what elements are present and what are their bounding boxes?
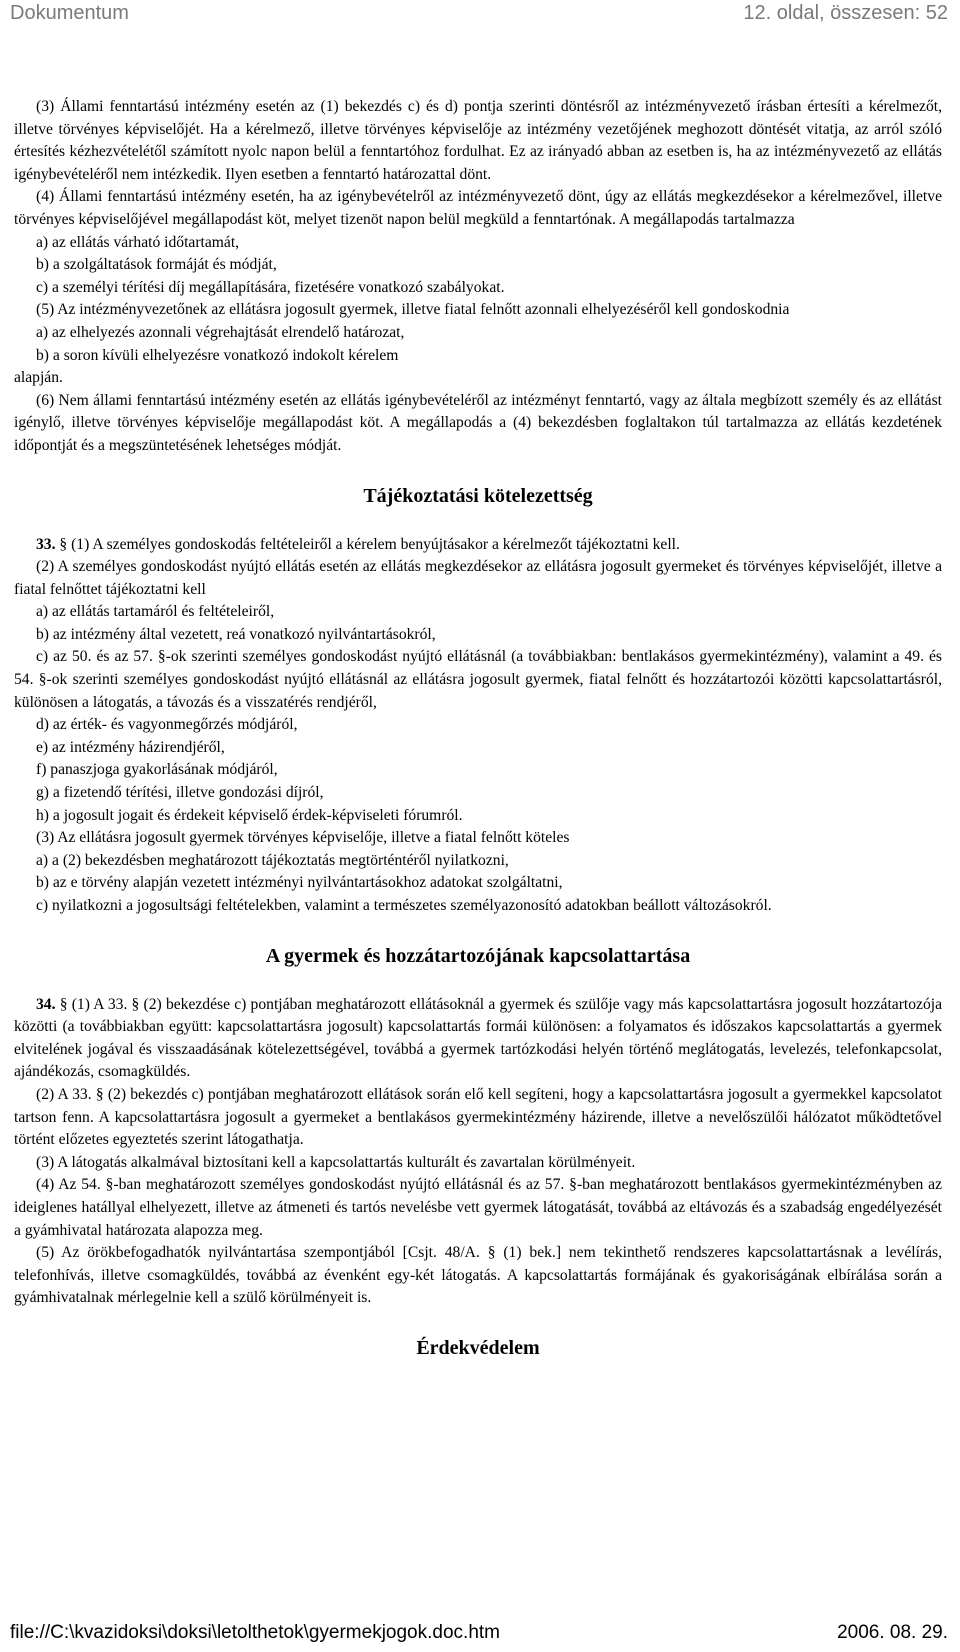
list-item: a) az elhelyezés azonnali végrehajtását elrendelő határozat, — [36, 323, 405, 341]
list-item: c) a személyi térítési díj megállapítására, fizetésére vonatkozó szabályokat. — [36, 278, 505, 296]
paragraph: (5) Az intézményvezetőnek az ellátásra jogosult gyermek, illetve fiatal felnőtt azonnali elhelyezéséről kell gondoskodnia — [36, 301, 790, 319]
list-item: b) az intézmény által vezetett, reá vonatkozó nyilvántartásokról, — [36, 625, 436, 643]
list-item: c) az 50. és az 57. §-ok szerinti személyes gondoskodást nyújtó ellátásnál (a továbbiakban: bentlakásos gyermekintézmény), valamint a 49. és 54. §-ok szerinti személyes gondoskodást nyújtó ellátásnál az ellátásra jogosult gyermek, fiatal felnőtt és hozzátartozói közötti kapcsolattartásról, különösen a látogatás, a távozás és a visszatérés rendjéről, — [14, 648, 942, 711]
document-body — [14, 96, 942, 1386]
list-item: g) a fizetendő térítési, illetve gondozási díjról, — [36, 784, 324, 802]
paragraph: (3) Állami fenntartású intézmény esetén az (1) bekezdés c) és d) pontja szerinti döntésről az intézményvezető írásban értesíti a kérelmezőt, illetve törvényes képviselőjét. Ha a kérelmező, illetve törvényes képviselője az intézmény vezetőjének meghozott döntését vitatja, az arról szóló értesítés kézhezvételétől számított nyolc napon belül a fenntartóhoz fordulhat. Ez az irányadó abban az esetben is, ha az intézményvezető az ellátás igénybevételéről nem intézkedik. Ilyen esetben a fenntartó határozattal dönt. — [14, 98, 942, 183]
paragraph: (3) A látogatás alkalmával biztosítani kell a kapcsolattartás kulturált és zavartalan körülményeit. — [36, 1153, 636, 1171]
print-date: 2006. 08. 29. — [837, 1622, 948, 1643]
section-number: 33. — [36, 535, 56, 553]
paragraph: (3) Az ellátásra jogosult gyermek törvényes képviselője, illetve a fiatal felnőtt köteles — [36, 829, 570, 847]
section-paragraph — [14, 534, 942, 557]
list-item: d) az érték- és vagyonmegőrzés módjáról, — [36, 716, 298, 734]
section-heading: Érdekvédelem — [416, 1336, 540, 1359]
list-item: b) a szolgáltatások formáját és módját, — [36, 256, 277, 274]
list-item: e) az intézmény házirendjéről, — [36, 738, 225, 756]
paragraph: (4) Állami fenntartású intézmény esetén, ha az igénybevételről az intézményvezető dönt, úgy az ellátás megkezdésekor a kérelmezővel, illetve törvényes képviselőjével megállapodást köt, melyet tizenöt napon belül megküld a fenntartónak. A megállapodás tartalmazza — [14, 188, 942, 228]
list-item: a) az ellátás várható időtartamát, — [36, 233, 240, 251]
document-title: Dokumentum — [10, 2, 129, 24]
section-paragraph — [14, 994, 942, 1084]
list-item: c) nyilatkozni a jogosultsági feltételekben, valamint a természetes személyazonosító adatokban beállott változásokról. — [36, 897, 772, 914]
paragraph: (2) A személyes gondoskodást nyújtó ellátás esetén az ellátás megkezdésekor az ellátásra jogosult gyermeket és törvényes képviselőjét, illetve a fiatal felnőttet tájékoztatni kell — [14, 558, 942, 598]
paragraph: (6) Nem állami fenntartású intézmény esetén az ellátás igénybevételéről az intézményt fenntartó, vagy az általa megbízott személy és az ellátást igénylő, illetve törvényes képviselője megállapodást köt. A megállapodás a (4) bekezdésben foglaltakon túl tartalmazza az ellátás kezdetének időpontját és a megszüntetésének lehetséges módját. — [14, 391, 942, 454]
section-text: § (1) A személyes gondoskodás feltételeiről a kérelem benyújtásakor a kérelmezőt tájékoztatni kell. — [55, 535, 680, 553]
list-item: h) a jogosult jogait és érdekeit képviselő érdek-képviseleti fórumról. — [36, 806, 463, 824]
list-item: a) az ellátás tartamáról és feltételeiről, — [36, 603, 275, 621]
document-footer — [0, 1620, 960, 1646]
section-heading: Tájékoztatási kötelezettség — [363, 484, 593, 507]
paragraph: (2) A 33. § (2) bekezdés c) pontjában meghatározott ellátások során elő kell segíteni, hogy a kapcsolattartásra jogosult a gyermekkel kapcsolatot tartson fenn. A kapcsolattartásra jogosult a gyermeket a bentlakásos gyermekintézmény házirende, illetve a nevelőszülői hálózatot működtetővel történt előzetes egyeztetés szerint látogathatja. — [14, 1085, 942, 1149]
paragraph: alapján. — [14, 369, 63, 387]
section-number: 34. — [36, 995, 56, 1013]
list-item: b) a soron kívüli elhelyezésre vonatkozó indokolt kérelem — [36, 346, 399, 364]
paragraph: (4) Az 54. §-ban meghatározott személyes gondoskodást nyújtó ellátásnál és az 57. §-ban meghatározott bentlakásos gyermekintézményben az ideiglenes hatállyal elhelyezett, illetve az átmeneti és tartós nevelésbe vett gyermek látogatását, továbbá az eltávozás és a szabadság engedélyezését a gyámhivatal határozata alapozza meg. — [14, 1176, 942, 1239]
list-item: a) a (2) bekezdésben meghatározott tájékoztatás megtörténtéről nyilatkozni, — [36, 851, 509, 869]
paragraph: (5) Az örökbefogadhatók nyilvántartása szempontjából [Csjt. 48/A. § (1) bek.] nem tekinthető rendszeres kapcsolattartásnak a levélírás, telefonhívás, illetve csomagküldés, továbbá az évenként egy-két látogatás. A kapcsolattartás formájának és gyakoriságának elbírálása során a gyámhivatalnak mérlegelnie kell a szülő körülményeit is. — [14, 1244, 942, 1307]
list-item: b) az e törvény alapján vezetett intézményi nyilvántartásokhoz adatokat szolgáltatni, — [36, 874, 563, 892]
list-item: f) panaszjoga gyakorlásának módjáról, — [36, 761, 278, 779]
section-text: § (1) A 33. § (2) bekezdése c) pontjában meghatározott ellátásoknál a gyermek és szülője vagy más kapcsolattartásra jogosult hozzátartozója közötti (a továbbiakban együtt: kapcsolattartásra jogosult) kapcsolattartás formái különösen: a folyamatos és időszakos kapcsolattartás a gyermek elvitelének jogával és visszaadásának kötelezettségével, továbbá a gyermek tartózkodási helyén történő meglátogatás, levelezés, telefonkapcsolat, ajándékozás, csomagküldés. — [14, 995, 942, 1081]
page-counter: 12. oldal, összesen: 52 — [743, 2, 948, 24]
document-header — [0, 0, 960, 26]
section-heading: A gyermek és hozzátartozójának kapcsolattartása — [265, 944, 691, 967]
file-path: file://C:\kvazidoksi\doksi\letolthetok\gyermekjogok.doc.htm — [10, 1622, 500, 1643]
